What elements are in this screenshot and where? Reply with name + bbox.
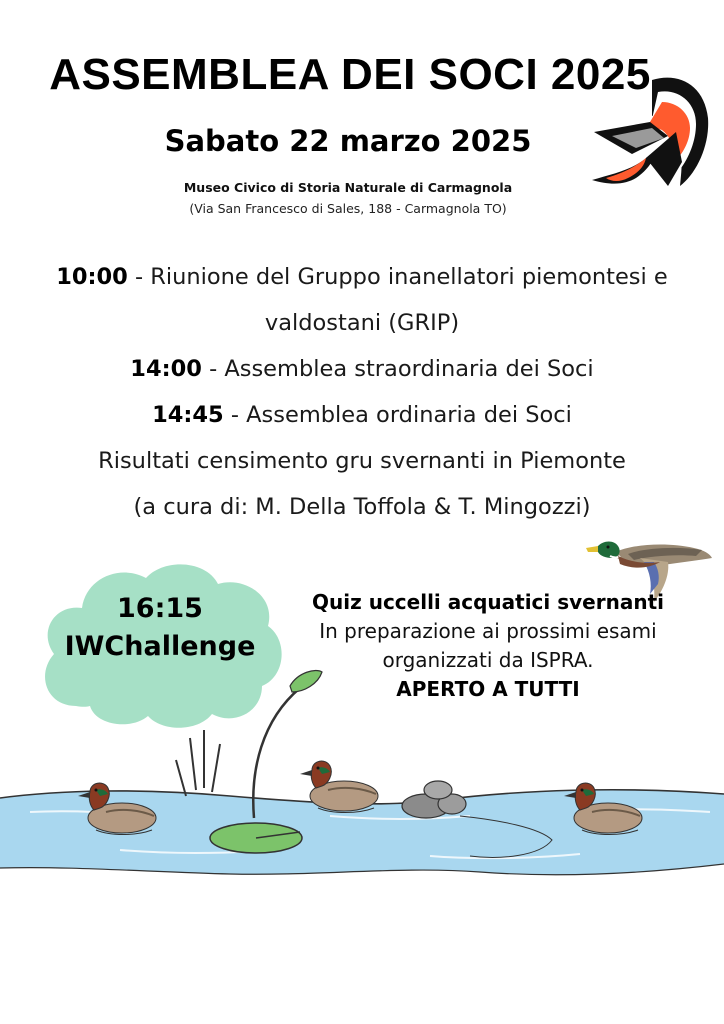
quiz-title: Quiz uccelli acquatici svernanti [312,590,664,614]
bird-logo-icon [592,62,714,192]
program-list [30,254,694,530]
program-text: valdostani (GRIP) [264,310,460,336]
venue-address: (Via San Francesco di Sales, 188 - Carmagnola TO) [189,201,507,216]
page-title: ASSEMBLEA DEI SOCI 2025 [49,50,651,99]
teal-duck-icon [298,756,382,818]
teal-duck-icon [76,778,160,840]
quiz-line: organizzati da ISPRA. [382,648,594,672]
quiz-cta: APERTO A TUTTI [396,677,580,701]
teal-duck-icon [562,778,646,840]
program-text: - Assemblea ordinaria dei Soci [223,402,572,428]
program-time: 14:00 [130,356,202,382]
program-item [30,300,694,346]
challenge-box [40,590,280,666]
program-text: Risultati censimento gru svernanti in Piemonte [98,448,626,474]
program-text: - Riunione del Gruppo inanellatori piemontesi e [127,264,668,290]
quiz-line: In preparazione ai prossimi esami [319,619,657,643]
program-time: 14:45 [152,402,224,428]
event-date: Sabato 22 marzo 2025 [164,124,532,158]
program-item [30,392,694,438]
program-item [30,484,694,530]
program-time: 10:00 [56,264,128,290]
challenge-time: 16:15 [117,593,203,624]
program-item [30,438,694,484]
program-item [30,346,694,392]
program-item [30,254,694,300]
venue-name: Museo Civico di Storia Naturale di Carmagnola [183,180,513,195]
challenge-name: IWChallenge [64,631,256,662]
program-text: (a cura di: M. Della Toffola & T. Mingozzi) [133,494,591,520]
program-text: - Assemblea straordinaria dei Soci [201,356,594,382]
